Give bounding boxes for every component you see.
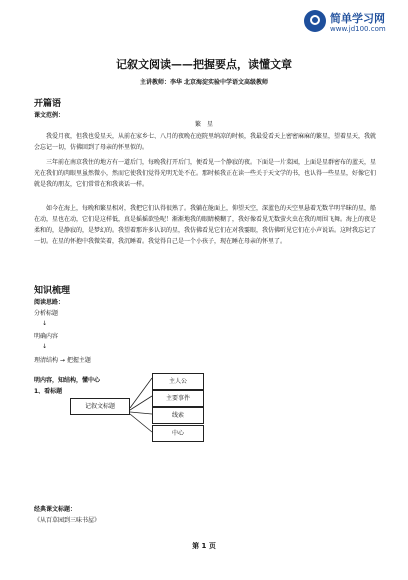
document-title: 记叙文阅读——把握要点，读懂文章 xyxy=(116,58,292,71)
paragraph-1: 我爱月夜，但我也爱星天，从前在家乡七、八月的夜晚在庭院里纳凉的时候，我最爱看天上密密麻麻的繁星，望着星天，我就会忘记一切，仿佛回到了母亲的怀里似的。 xyxy=(34,133,377,151)
step-look-at-title: 1、看标题 xyxy=(34,388,63,395)
logo-url: www.jd100.com xyxy=(330,25,386,33)
classic-title-item: 《从百草园到三味书屋》 xyxy=(34,517,101,524)
document-subtitle: 主讲教师：李华 北京海淀实验中学语文高级教师 xyxy=(139,79,269,86)
diagram-branch-protagonist: 主人公 xyxy=(152,373,204,390)
diagram-root-box: 记叙文标题 xyxy=(70,398,130,415)
flow-arrow-down-icon: ↓ xyxy=(42,343,48,350)
flow-step-clarify-content: 明确内容 xyxy=(34,333,59,340)
logo-name: 简单学习网 xyxy=(330,12,385,25)
page-number: 第 1 页 xyxy=(192,542,216,550)
classic-titles-heading: 经典课文标题： xyxy=(34,506,77,513)
section-heading-knowledge: 知识梳理 xyxy=(34,286,71,296)
diagram-branch-theme: 中心 xyxy=(152,425,204,442)
diagram-branch-main-event: 主要事件 xyxy=(152,390,204,407)
section-heading-opening: 开篇语 xyxy=(34,99,62,109)
paragraph-3: 如今在海上，每晚和繁星相对，我把它们认得很熟了。我躺在舱面上，仰望天空，深蓝色的天空里悬着无数半明半昧的星，船在动，星也在动，它们是这样低，真是摇摇欲坠呢！渐渐地我的眼睛模糊了，我好像看见无数萤火虫在我的周围飞舞。海上的夜是柔和的，是静寂的，是梦幻的。我望着那许多认识的星，我仿佛看见它们在对我霎眼，我仿佛听见它们在小声说话。这时我忘记了一切。在星的怀抱中我微笑着，我沉睡着。我觉得自己是一个小孩子，现在睡在母亲的怀里了。 xyxy=(34,205,377,245)
method-label: 阅读思路： xyxy=(34,299,65,306)
example-label: 课文范例： xyxy=(34,112,65,119)
paragraph-2: 三年前在南京我住的地方有一道后门，每晚我打开后门，便看见一个静寂的夜。下面是一片菜园，上面是星群密布的蓝天，星光在我们的肉眼里虽然微小，然而它使我们觉得光明无处不在。那时候我正在读一些关于天文学的书，也认得一些星星，好像它们就是我的朋友，它们常常在和我谈话一样。 xyxy=(34,159,377,188)
flow-step-analyze-title: 分析标题 xyxy=(34,310,59,317)
diagram-branch-clue: 线索 xyxy=(152,407,204,424)
poem-title: 繁 星 xyxy=(194,121,213,128)
flow-arrow-down-icon: ↓ xyxy=(42,320,48,327)
reading-tip: 明内容，知结构，懂中心 xyxy=(34,377,101,384)
flow-step-structure-theme: 理清结构 → 把握主题 xyxy=(34,357,91,364)
